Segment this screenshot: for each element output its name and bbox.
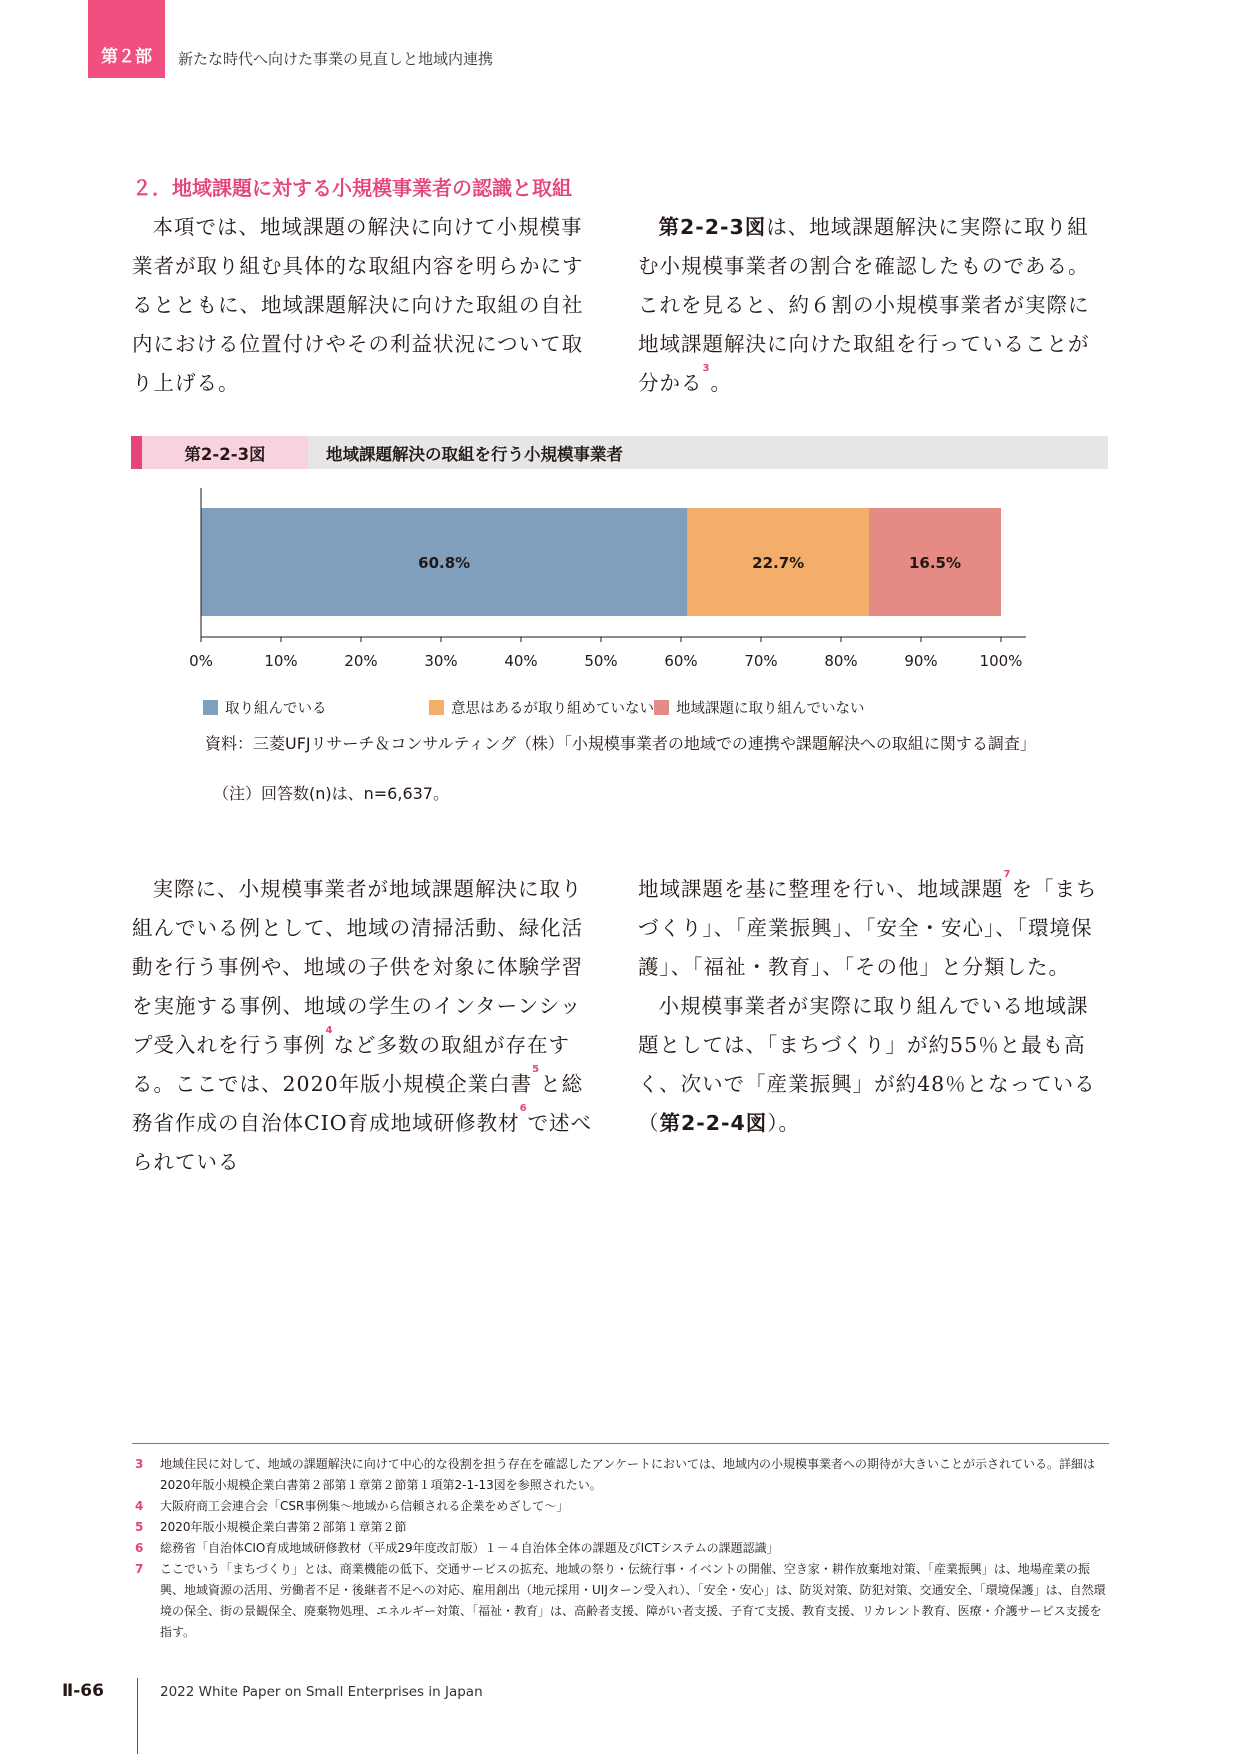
- data-label-2: 22.7%: [752, 554, 805, 572]
- footnote-marker-3: 3: [702, 363, 711, 374]
- footnote-number: 7: [135, 1562, 144, 1576]
- intro-right-column: [638, 208, 1108, 403]
- body-right-text-2: を「まちづくり」、「産業振興」、「安全・安心」、「環境保護」、「福祉・教育」、「その他」と分類した。: [638, 877, 1098, 979]
- footnote-marker-4: 4: [325, 1025, 334, 1036]
- data-label-3: 16.5%: [908, 554, 962, 572]
- footnote-number: 4: [135, 1499, 144, 1513]
- footnote-text: 地域住民に対して、地域の課題解決に向けて中心的な役割を担う存在を確認したアンケートにおいては、地域内の小規模事業者への期待が大きいことが示されている。詳細は2020年版小規模企業白書第２部第１章第２節第１項第2-1-13図を参照されたい。: [160, 1457, 1096, 1492]
- legend-swatch-3: [654, 700, 669, 715]
- footer-divider: [137, 1678, 138, 1754]
- x-tick-label: 70%: [744, 652, 778, 670]
- body-left-text-4: で述べられている: [132, 1111, 593, 1174]
- legend-label-2: 意思はあるが取り組めていない: [451, 701, 654, 717]
- intro-left-paragraph: 本項では、地域課題の解決に向けて小規模事業者が取り組む具体的な取組内容を明らかにするとともに、地域課題解決に向けた取組の自社内における位置付けやその利益状況について取り上げる。: [132, 215, 584, 395]
- x-tick-label: 30%: [424, 652, 458, 670]
- section-heading: ２．地域課題に対する小規模事業者の認識と取組: [132, 176, 572, 200]
- body-left-text-2: など多数の取組が存在する。ここでは、2020年版小規模企業白書: [132, 1033, 570, 1096]
- figure-note: （注）回答数(n)は、n=6,637。: [213, 784, 449, 803]
- figure-number: 第2-2-3図: [142, 436, 308, 469]
- footnotes: [132, 1454, 1112, 1643]
- legend-item-2: [429, 697, 654, 718]
- footnote-text: 大阪府商工会連合会「CSR事例集〜地域から信頼される企業をめざして〜」: [160, 1499, 569, 1513]
- legend-swatch-1: [203, 700, 218, 715]
- x-tick-label: 40%: [504, 652, 538, 670]
- page-number: Ⅱ-66: [62, 1681, 104, 1701]
- x-tick-label: 90%: [904, 652, 938, 670]
- x-tick-label: 100%: [979, 652, 1023, 670]
- body-right-paragraph-2: [638, 987, 1108, 1143]
- footnote-text: ここでいう「まちづくり」とは、商業機能の低下、交通サービスの拡充、地域の祭り・伝統行事・イベントの開催、空き家・耕作放棄地対策、「産業振興」は、地場産業の振興、地域資源の活用、労働者不足・後継者不足への対応、雇用創出（地元採用・UIJターン受入れ）、「安全・安心」は、防災対策、防犯対策、交通安全、「環境保護」は、自然環境の保全、街の景観保全、廃棄物処理、エネルギー対策、「福祉・教育」は、高齢者支援、障がい者支援、子育て支援、教育支援、リカレント教育、医療・介護サービス支援を指す。: [160, 1562, 1106, 1639]
- x-tick-label: 0%: [189, 652, 213, 670]
- legend-item-1: [203, 697, 327, 718]
- intro-right-end: 。: [710, 371, 732, 395]
- publication-title: 2022 White Paper on Small Enterprises in Japan: [160, 1684, 483, 1700]
- intro-left-column: [132, 208, 602, 403]
- stacked-bar-chart: [186, 488, 1046, 678]
- intro-right-paragraph: [638, 208, 1108, 403]
- body-right-column: [638, 870, 1108, 1143]
- body-right-text-1: 地域課題を基に整理を行い、地域課題: [638, 877, 1004, 901]
- body-right-end: ）。: [767, 1111, 801, 1135]
- figure-reference: 第2-2-3図: [658, 215, 767, 239]
- footnote-text: 総務省「自治体CIO育成地域研修教材（平成29年度改訂版）１－４自治体全体の課題及びICTシステムの課題認識」: [160, 1541, 779, 1555]
- legend-label-1: 取り組んでいる: [225, 701, 327, 717]
- x-tick-label: 20%: [344, 652, 378, 670]
- footnote-marker-5: 5: [532, 1064, 541, 1075]
- footnote-item: [132, 1517, 1112, 1538]
- body-left-paragraph: [132, 870, 602, 1182]
- body-right-paragraph-1: [638, 870, 1108, 987]
- legend-swatch-2: [429, 700, 444, 715]
- figure-header-marker: [131, 436, 142, 469]
- footnote-text: 2020年版小規模企業白書第２部第１章第２節: [160, 1520, 407, 1534]
- figure-source: 資料：三菱UFJリサーチ＆コンサルティング（株）「小規模事業者の地域での連携や課題解決への取組に関する調査」: [205, 734, 1036, 753]
- intro-right-text: は、地域課題解決に実際に取り組む小規模事業者の割合を確認したものである。これを見ると、約６割の小規模事業者が実際に地域課題解決に向けた取組を行っていることが分かる: [638, 215, 1090, 395]
- part-tab: 第２部: [88, 0, 165, 78]
- part-title: 新たな時代へ向けた事業の見直しと地域内連携: [178, 50, 494, 68]
- legend-item-3: [654, 697, 865, 718]
- footnote-rule: [132, 1443, 1109, 1444]
- figure-reference-2: 第2-2-4図: [659, 1111, 768, 1135]
- body-left-text-3: と総務省作成の自治体CIO育成地域研修教材: [132, 1072, 584, 1135]
- body-left-text-1: 実際に、小規模事業者が地域課題解決に取り組んでいる例として、地域の清掃活動、緑化活動を行う事例や、地域の子供を対象に体験学習を実施する事例、地域の学生のインターンシップ受入れを行う事例: [132, 877, 584, 1057]
- footnote-item: [132, 1454, 1112, 1496]
- footnote-marker-6: 6: [519, 1103, 528, 1114]
- data-label-1: 60.8%: [418, 554, 471, 572]
- body-left-column: [132, 870, 602, 1182]
- footnote-item: [132, 1559, 1112, 1643]
- body-right-text-3: 小規模事業者が実際に取り組んでいる地域課題としては、「まちづくり」が約55％と最も高く、次いで「産業振興」が約48％となっている（: [638, 994, 1096, 1135]
- footnote-number: 5: [135, 1520, 144, 1534]
- footnote-item: [132, 1538, 1112, 1559]
- x-tick-label: 60%: [664, 652, 698, 670]
- footnote-number: 3: [135, 1457, 144, 1471]
- legend-label-3: 地域課題に取り組んでいない: [676, 701, 865, 717]
- footnote-marker-7: 7: [1003, 869, 1012, 880]
- footnote-number: 6: [135, 1541, 144, 1555]
- figure-title: 地域課題解決の取組を行う小規模事業者: [326, 444, 623, 464]
- x-tick-label: 50%: [584, 652, 618, 670]
- footnote-item: [132, 1496, 1112, 1517]
- x-tick-label: 10%: [264, 652, 298, 670]
- x-tick-label: 80%: [824, 652, 858, 670]
